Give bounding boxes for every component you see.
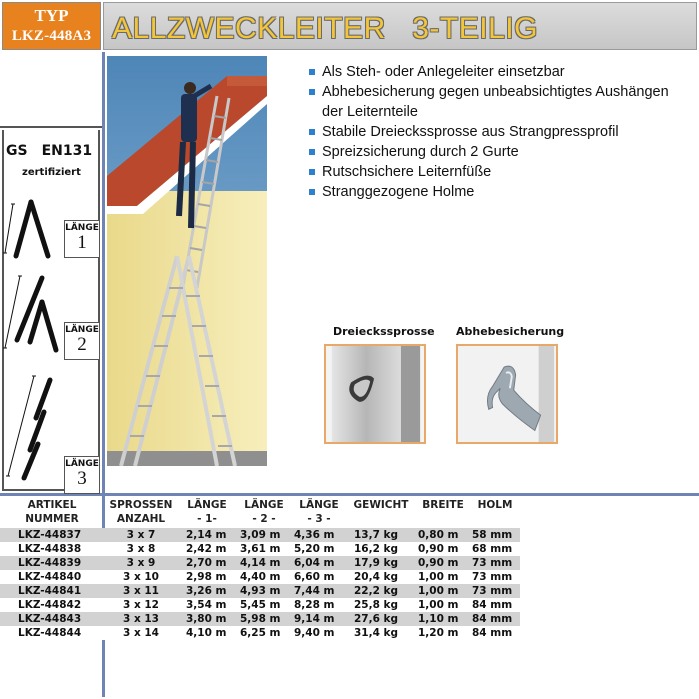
table-cell: 4,93 m (236, 584, 292, 598)
length-2-number: 2 (77, 334, 87, 355)
certification-mark (6, 143, 92, 159)
table-cell: 3,26 m (178, 584, 236, 598)
table-cell: LKZ-44841 (0, 584, 104, 598)
table-row (0, 584, 520, 598)
table-cell: 22,2 kg (346, 584, 416, 598)
gs-mark: GS (6, 143, 28, 159)
length-1-label (64, 220, 100, 258)
table-cell: 1,00 m (416, 570, 470, 584)
table-cell: 5,20 m (292, 542, 346, 556)
table-cell: 6,25 m (236, 626, 292, 640)
table-cell: 3 x 11 (104, 584, 178, 598)
table-cell: 1,20 m (416, 626, 470, 640)
table-cell: 5,98 m (236, 612, 292, 626)
dreieckssprosse-label: Dreieckssprosse (333, 325, 435, 338)
table-cell: LKZ-44844 (0, 626, 104, 640)
table-cell: 3,61 m (236, 542, 292, 556)
table-cell: 8,28 m (292, 598, 346, 612)
table-cell: 84 mm (470, 612, 520, 626)
table-row (0, 528, 520, 542)
table-cell: 5,45 m (236, 598, 292, 612)
col-breite: BREITE (422, 499, 464, 511)
table-cell: 16,2 kg (346, 542, 416, 556)
table-cell: 0,80 m (416, 528, 470, 542)
ladder-diagram-1-icon (0, 196, 64, 266)
table-cell: 84 mm (470, 626, 520, 640)
type-badge (2, 2, 101, 50)
table-cell: LKZ-44837 (0, 528, 104, 542)
page-title: ALLZWECKLEITER 3-TEILIG (112, 12, 538, 45)
table-cell: 13,7 kg (346, 528, 416, 542)
en-standard: EN131 (41, 143, 93, 159)
col-artikel: ARTIKEL NUMMER (25, 499, 79, 525)
product-table (0, 498, 520, 640)
feature-item: Rutschsichere Leiternfüße (308, 162, 693, 182)
table-cell: 68 mm (470, 542, 520, 556)
table-cell: 0,90 m (416, 542, 470, 556)
table-cell: 6,04 m (292, 556, 346, 570)
table-cell: 3 x 10 (104, 570, 178, 584)
table-cell: 84 mm (470, 598, 520, 612)
table-cell: LKZ-44839 (0, 556, 104, 570)
table-cell: 9,40 m (292, 626, 346, 640)
table-cell: 3 x 13 (104, 612, 178, 626)
table-cell: LKZ-44843 (0, 612, 104, 626)
table-cell: 73 mm (470, 556, 520, 570)
table-cell: 3,09 m (236, 528, 292, 542)
table-cell: 73 mm (470, 584, 520, 598)
table-cell: 27,6 kg (346, 612, 416, 626)
table-cell: 7,44 m (292, 584, 346, 598)
col-gewicht: GEWICHT (353, 499, 409, 511)
product-photo (107, 56, 267, 466)
type-badge-label: TYP (34, 6, 69, 25)
col-laenge-2: LÄNGE - 2 - (244, 499, 284, 525)
horizontal-divider (0, 493, 699, 496)
table-row (0, 612, 520, 626)
table-cell: 2,98 m (178, 570, 236, 584)
table-cell: 1,10 m (416, 612, 470, 626)
feature-item: Spreizsicherung durch 2 Gurte (308, 142, 693, 162)
length-3-number: 3 (77, 468, 87, 489)
table-cell: 3 x 7 (104, 528, 178, 542)
dreieckssprosse-photo (324, 344, 426, 444)
length-1-number: 1 (77, 232, 87, 253)
left-top-box (0, 52, 102, 128)
table-cell: 3 x 12 (104, 598, 178, 612)
feature-list (308, 62, 693, 202)
ladder-diagram-2-icon (0, 270, 64, 360)
abhebesicherung-label: Abhebesicherung (456, 325, 565, 338)
table-row (0, 556, 520, 570)
table-cell: 2,42 m (178, 542, 236, 556)
table-cell: 6,60 m (292, 570, 346, 584)
length-3-label (64, 456, 100, 494)
table-cell: 17,9 kg (346, 556, 416, 570)
col-holm: HOLM (477, 499, 513, 511)
table-cell: 3,54 m (178, 598, 236, 612)
table-cell: 3 x 9 (104, 556, 178, 570)
feature-item: Stranggezogene Holme (308, 182, 693, 202)
table-cell: 4,10 m (178, 626, 236, 640)
col-laenge-3: LÄNGE - 3 - (299, 499, 339, 525)
length-2-label (64, 322, 100, 360)
col-sprossen: SPROSSEN ANZAHL (109, 499, 173, 525)
length-1-caption: LÄNGE (65, 223, 99, 233)
table-cell: 9,14 m (292, 612, 346, 626)
table-cell: 2,70 m (178, 556, 236, 570)
ladder-diagram-3-icon (0, 370, 64, 485)
col-laenge-1: LÄNGE - 1- (187, 499, 227, 525)
table-cell: LKZ-44838 (0, 542, 104, 556)
table-cell: 4,40 m (236, 570, 292, 584)
table-cell: LKZ-44840 (0, 570, 104, 584)
table-cell: 2,14 m (178, 528, 236, 542)
length-3-caption: LÄNGE (65, 459, 99, 469)
abhebesicherung-photo (456, 344, 558, 444)
title-bar (103, 2, 697, 50)
length-2-caption: LÄNGE (65, 325, 99, 335)
feature-item: Abhebesicherung gegen unbeabsichtigtes Aushängen der Leiternteile (308, 82, 693, 122)
table-row (0, 598, 520, 612)
table-cell: LKZ-44842 (0, 598, 104, 612)
feature-item: Als Steh- oder Anlegeleiter einsetzbar (308, 62, 693, 82)
table-header-row (0, 498, 520, 528)
table-cell: 4,14 m (236, 556, 292, 570)
table-cell: 3,80 m (178, 612, 236, 626)
table-cell: 3 x 14 (104, 626, 178, 640)
table-cell: 1,00 m (416, 598, 470, 612)
table-cell: 3 x 8 (104, 542, 178, 556)
feature-item: Stabile Dreieckssprosse aus Strangpressprofil (308, 122, 693, 142)
table-cell: 0,90 m (416, 556, 470, 570)
table-cell: 58 mm (470, 528, 520, 542)
table-cell: 73 mm (470, 570, 520, 584)
table-cell: 25,8 kg (346, 598, 416, 612)
table-row (0, 542, 520, 556)
type-badge-code: LKZ-448A3 (11, 28, 92, 44)
table-cell: 1,00 m (416, 584, 470, 598)
table-row (0, 626, 520, 640)
table-cell: 4,36 m (292, 528, 346, 542)
table-cell: 20,4 kg (346, 570, 416, 584)
table-row (0, 570, 520, 584)
table-cell: 31,4 kg (346, 626, 416, 640)
certification-status: zertifiziert (22, 167, 81, 178)
